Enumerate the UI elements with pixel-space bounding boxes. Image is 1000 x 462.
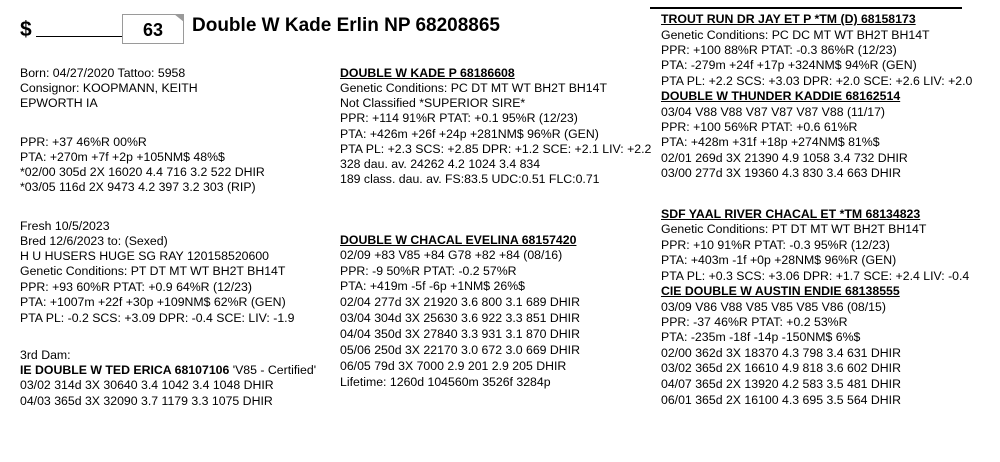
detail-line: *02/00 305d 2X 16020 4.4 716 3.2 522 DHIR — [20, 165, 265, 179]
sire-line: 189 class. dau. av. FS:83.5 UDC:0.51 FLC:0.71 — [340, 172, 600, 186]
detail-line: PTA PL: -0.2 SCS: +3.09 DPR: -0.4 SCE: LIV: -1.9 — [20, 311, 295, 325]
pedigree-line: 03/04 V88 V88 V87 V87 V87 V88 (11/17) — [661, 105, 886, 119]
price-dollar-sign: $ — [20, 18, 32, 41]
detail-line: H U HUSERS HUGE SG RAY 120158520600 — [20, 249, 270, 263]
pedigree-line: 02/00 362d 3X 18370 4.3 798 3.4 631 DHIR — [661, 346, 901, 360]
third-dam-line — [20, 363, 316, 378]
dam-line: PPR: -9 50%R PTAT: -0.2 57%R — [340, 264, 517, 278]
pedigree-heading: CIE DOUBLE W AUSTIN ENDIE 68138555 — [661, 284, 900, 298]
pedigree-line: PTA PL: +0.3 SCS: +3.06 DPR: +1.7 SCE: +2.4 LIV: -0.4 — [661, 269, 970, 283]
detail-line: 3rd Dam: — [20, 348, 71, 362]
pedigree-line: 03/09 V86 V88 V85 V85 V85 V86 (08/15) — [661, 300, 886, 314]
pedigree-heading: DOUBLE W THUNDER KADDIE 68162514 — [661, 89, 901, 103]
detail-line: PPR: +93 60%R PTAT: +0.9 64%R (12/23) — [20, 280, 252, 294]
pedigree-heading: TROUT RUN DR JAY ET P *TM (D) 68158173 — [661, 12, 916, 26]
third-dam-classification: 'V85 - Certified' — [229, 363, 317, 377]
sire-line: PPR: +114 91%R PTAT: +0.1 95%R (12/23) — [340, 111, 578, 125]
dam-line: 02/09 +83 V85 +84 G78 +82 +84 (08/16) — [340, 248, 563, 262]
detail-line: PTA: +1007m +22f +30p +109NM$ 62%R (GEN) — [20, 295, 286, 309]
dam-line: 06/05 79d 3X 7000 2.9 201 2.9 205 DHIR — [340, 359, 567, 373]
lot-tag-corner — [174, 14, 184, 22]
pedigree-line: PTA PL: +2.2 SCS: +3.03 DPR: +2.0 SCE: +2.6 LIV: +2.0 — [661, 74, 973, 88]
sire-line: Not Classified *SUPERIOR SIRE* — [340, 96, 526, 110]
pedigree-line: Genetic Conditions: PC DC MT WT BH2T BH14T — [661, 28, 930, 42]
pedigree-line: PPR: +100 88%R PTAT: -0.3 86%R (12/23) — [661, 43, 897, 57]
animal-title: Double W Kade Erlin NP 68208865 — [192, 15, 500, 36]
detail-line: *03/05 116d 2X 9473 4.2 397 3.2 303 (RIP) — [20, 180, 256, 194]
pedigree-line: PPR: -37 46%R PTAT: +0.2 53%R — [661, 315, 848, 329]
pedigree-line: 03/00 277d 3X 19360 4.3 830 3.4 663 DHIR — [661, 166, 901, 180]
pedigree-heading: SDF YAAL RIVER CHACAL ET *TM 68134823 — [661, 207, 921, 221]
sire-line: PTA: +426m +26f +24p +281NM$ 96%R (GEN) — [340, 127, 599, 141]
detail-line: PTA: +270m +7f +2p +105NM$ 48%$ — [20, 150, 225, 164]
pedigree-line: 02/01 269d 3X 21390 4.9 1058 3.4 732 DHIR — [661, 151, 908, 165]
dam-line: 05/06 250d 3X 22170 3.0 672 3.0 669 DHIR — [340, 343, 580, 357]
price-blank-line[interactable] — [36, 36, 122, 37]
pedigree-line: 06/01 365d 2X 16100 4.3 695 3.5 564 DHIR — [661, 393, 901, 407]
dam-line: 03/04 304d 3X 25630 3.6 922 3.3 851 DHIR — [340, 311, 580, 325]
detail-line: Bred 12/6/2023 to: (Sexed) — [20, 234, 168, 248]
detail-line: EPWORTH IA — [20, 96, 98, 110]
dam-line: 02/04 277d 3X 21920 3.6 800 3.1 689 DHIR — [340, 295, 580, 309]
header-rule — [650, 7, 962, 9]
sire-heading: DOUBLE W KADE P 68186608 — [340, 66, 515, 80]
sire-line: Genetic Conditions: PC DT MT WT BH2T BH14T — [340, 81, 607, 95]
third-dam-name: IE DOUBLE W TED ERICA 68107106 — [20, 363, 230, 377]
dam-heading: DOUBLE W CHACAL EVELINA 68157420 — [340, 233, 577, 247]
pedigree-line: PTA: -235m -18f -14p -150NM$ 6%$ — [661, 330, 861, 344]
pedigree-line: PTA: -279m +24f +17p +324NM$ 94%R (GEN) — [661, 58, 917, 72]
detail-line: Born: 04/27/2020 Tattoo: 5958 — [20, 66, 186, 80]
pedigree-line: PTA: +403m -1f +0p +28NM$ 96%R (GEN) — [661, 253, 897, 267]
pedigree-line: PPR: +100 56%R PTAT: +0.6 61%R — [661, 120, 858, 134]
detail-line: 03/02 314d 3X 30640 3.4 1042 3.4 1048 DHIR — [20, 378, 274, 392]
pedigree-line: 03/02 365d 2X 16610 4.9 818 3.6 602 DHIR — [661, 361, 901, 375]
pedigree-line: PPR: +10 91%R PTAT: -0.3 95%R (12/23) — [661, 238, 890, 252]
dam-line: Lifetime: 1260d 104560m 3526f 3284p — [340, 375, 551, 389]
sire-line: PTA PL: +2.3 SCS: +2.85 DPR: +1.2 SCE: +2.1 LIV: +2.2 — [340, 142, 652, 156]
sire-line: 328 dau. av. 24262 4.2 1024 3.4 834 — [340, 157, 541, 171]
detail-line: 04/03 365d 3X 32090 3.7 1179 3.3 1075 DHIR — [20, 394, 273, 408]
pedigree-line: Genetic Conditions: PT DT MT WT BH2T BH14T — [661, 222, 927, 236]
detail-line: Genetic Conditions: PT DT MT WT BH2T BH14T — [20, 264, 286, 278]
dam-line: PTA: +419m -5f -6p +1NM$ 26%$ — [340, 279, 525, 293]
pedigree-line: 04/07 365d 2X 13920 4.2 583 3.5 481 DHIR — [661, 377, 901, 391]
detail-line: Fresh 10/5/2023 — [20, 219, 110, 233]
detail-line: PPR: +37 46%R 00%R — [20, 135, 147, 149]
dam-line: 04/04 350d 3X 27840 3.3 931 3.1 870 DHIR — [340, 327, 580, 341]
pedigree-line: PTA: +428m +31f +18p +274NM$ 81%$ — [661, 135, 880, 149]
lot-number-tag: 63 — [122, 14, 184, 44]
detail-line: Consignor: KOOPMANN, KEITH — [20, 81, 198, 95]
